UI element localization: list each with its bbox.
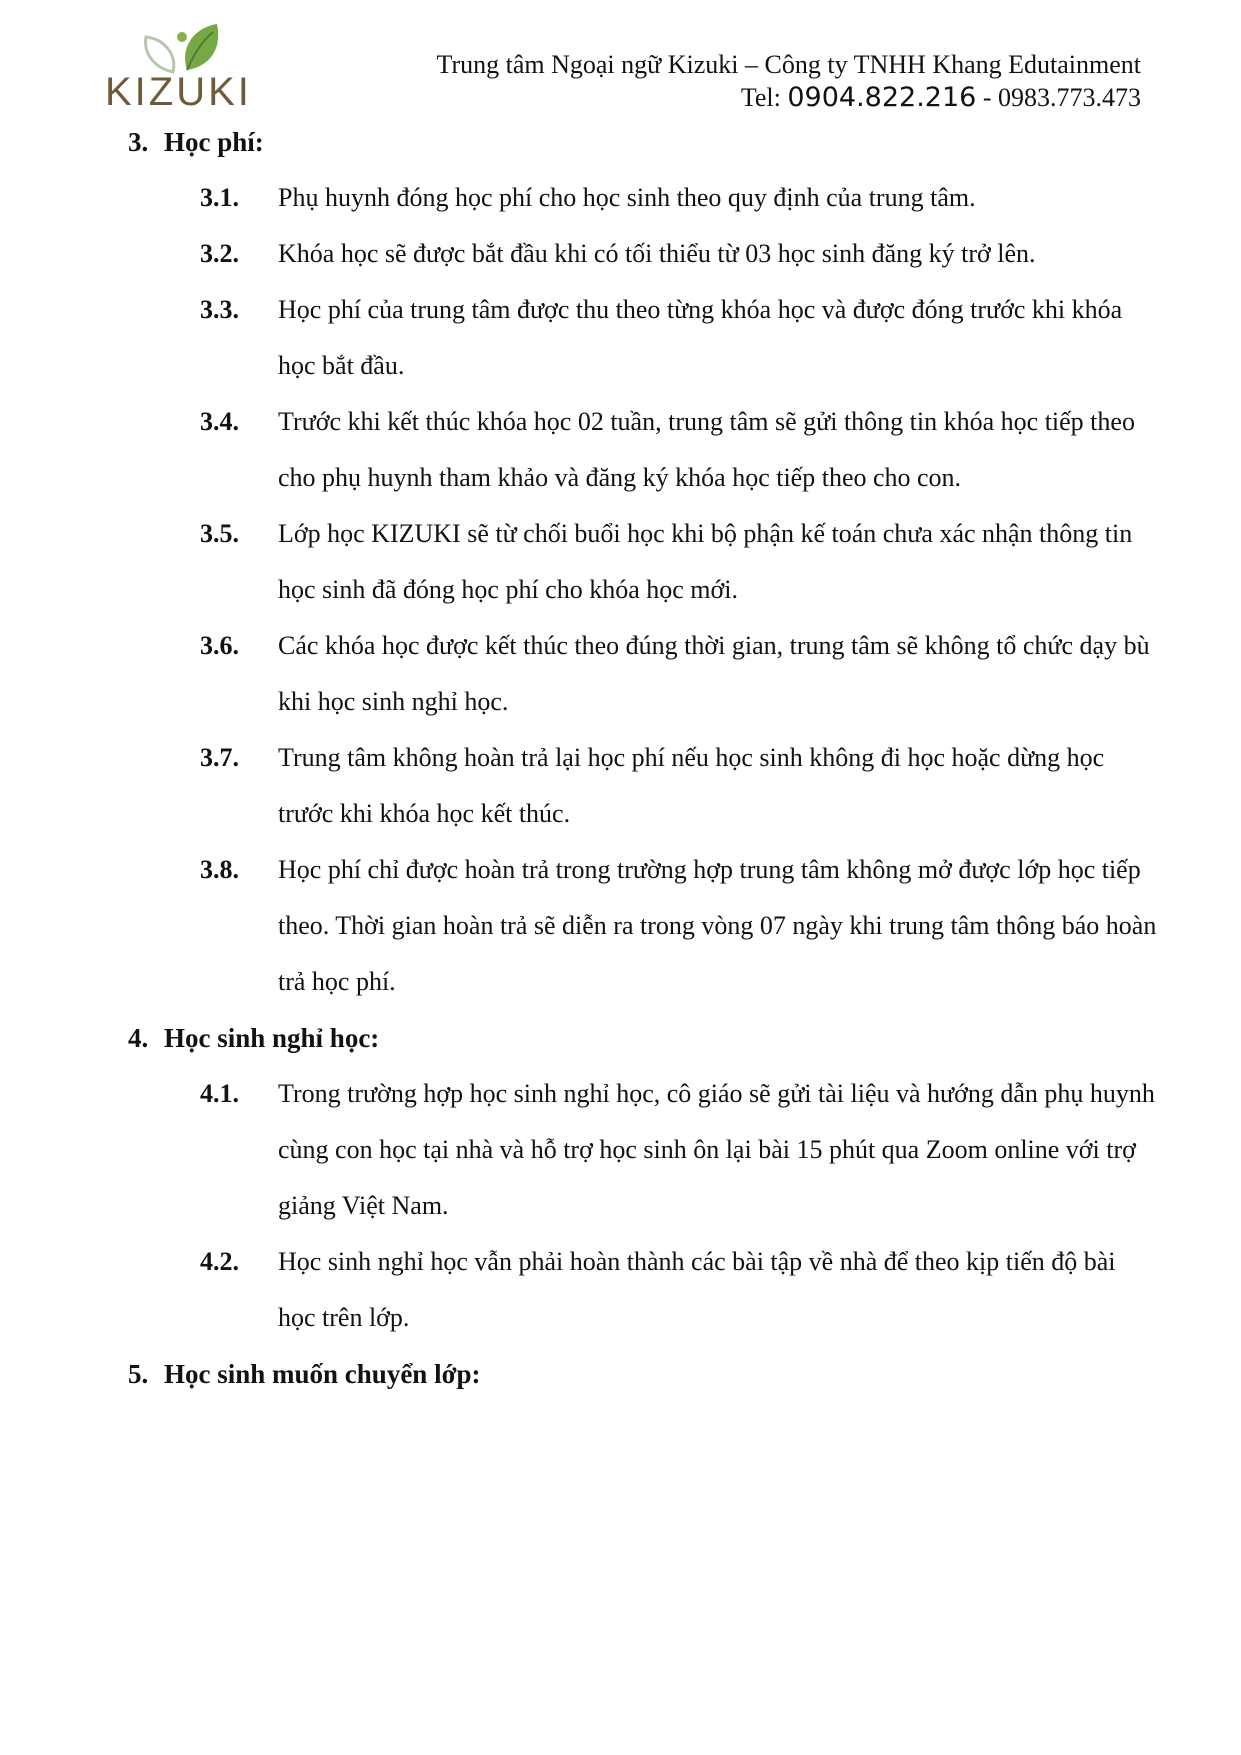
section-title: Học sinh nghỉ học: (164, 1023, 380, 1053)
item-number: 3.6. (200, 631, 239, 660)
phone-line (437, 81, 1142, 115)
item-number: 3.3. (200, 295, 239, 324)
phone-separator: - (976, 83, 998, 112)
item-number: 3.7. (200, 743, 239, 772)
item-number: 4.1. (200, 1079, 239, 1108)
phone-secondary: 0983.773.473 (998, 83, 1141, 112)
item-text: Học phí chỉ được hoàn trả trong trường hợp trung tâm không mở được lớp học tiếp theo. Thời gian hoàn trả sẽ diễn ra trong vòng 07 ngày khi trung tâm thông báo hoàn trả học phí. (278, 855, 1157, 996)
item-text: Học sinh nghỉ học vẫn phải hoàn thành các bài tập về nhà để theo kịp tiến độ bài học trên lớp. (278, 1247, 1116, 1332)
list-item (200, 842, 1158, 1010)
item-text: Trung tâm không hoàn trả lại học phí nếu học sinh không đi học hoặc dừng học trước khi khóa học kết thúc. (278, 743, 1105, 828)
item-number: 4.2. (200, 1247, 239, 1276)
section-title: Học phí: (164, 127, 264, 157)
item-text: Phụ huynh đóng học phí cho học sinh theo quy định của trung tâm. (278, 183, 976, 212)
section-heading-hoc-sinh-nghi-hoc (128, 1010, 1158, 1066)
company-name: Trung tâm Ngoại ngữ Kizuki – Công ty TNHH Khang Edutainment (436, 50, 1141, 79)
item-text: Trong trường hợp học sinh nghỉ học, cô giáo sẽ gửi tài liệu và hướng dẫn phụ huynh cùng con học tại nhà và hỗ trợ học sinh ôn lại bài 15 phút qua Zoom online với trợ giảng Việt Nam. (278, 1079, 1155, 1220)
item-number: 3.5. (200, 519, 239, 548)
list-item (200, 1234, 1158, 1346)
phone-primary: 0904.822.216 (787, 82, 977, 113)
list-item (200, 506, 1158, 618)
item-text: Khóa học sẽ được bắt đầu khi có tối thiểu từ 03 học sinh đăng ký trở lên. (278, 239, 1036, 268)
leaf-icon (133, 22, 253, 76)
list-item (200, 170, 1158, 226)
section-number: 4. (128, 1023, 149, 1053)
list-item (200, 730, 1158, 842)
item-number: 3.1. (200, 183, 239, 212)
tel-label: Tel: (740, 83, 788, 112)
item-text: Lớp học KIZUKI sẽ từ chối buổi học khi bộ phận kế toán chưa xác nhận thông tin học sinh đã đóng học phí cho khóa học mới. (278, 519, 1133, 604)
list-item (200, 394, 1158, 506)
list-item (200, 226, 1158, 282)
item-text: Học phí của trung tâm được thu theo từng khóa học và được đóng trước khi khóa học bắt đầu. (278, 295, 1123, 380)
section-title: Học sinh muốn chuyển lớp: (164, 1359, 481, 1389)
company-info (437, 50, 1142, 115)
document-body (128, 114, 1158, 1402)
item-text: Trước khi kết thúc khóa học 02 tuần, trung tâm sẽ gửi thông tin khóa học tiếp theo cho phụ huynh tham khảo và đăng ký khóa học tiếp theo cho con. (278, 407, 1135, 492)
logo-wordmark: KIZUKI (105, 70, 252, 114)
section-heading-chuyen-lop (128, 1346, 1158, 1402)
section-number: 3. (128, 127, 149, 157)
item-number: 3.8. (200, 855, 239, 884)
item-number: 3.4. (200, 407, 239, 436)
item-text: Các khóa học được kết thúc theo đúng thời gian, trung tâm sẽ không tổ chức dạy bù khi học sinh nghỉ học. (278, 631, 1150, 716)
list-item (200, 1066, 1158, 1234)
item-number: 3.2. (200, 239, 239, 268)
list-item (200, 282, 1158, 394)
section-heading-hoc-phi (128, 114, 1158, 170)
list-item (200, 618, 1158, 730)
section-number: 5. (128, 1359, 149, 1389)
kizuki-logo (105, 22, 295, 112)
